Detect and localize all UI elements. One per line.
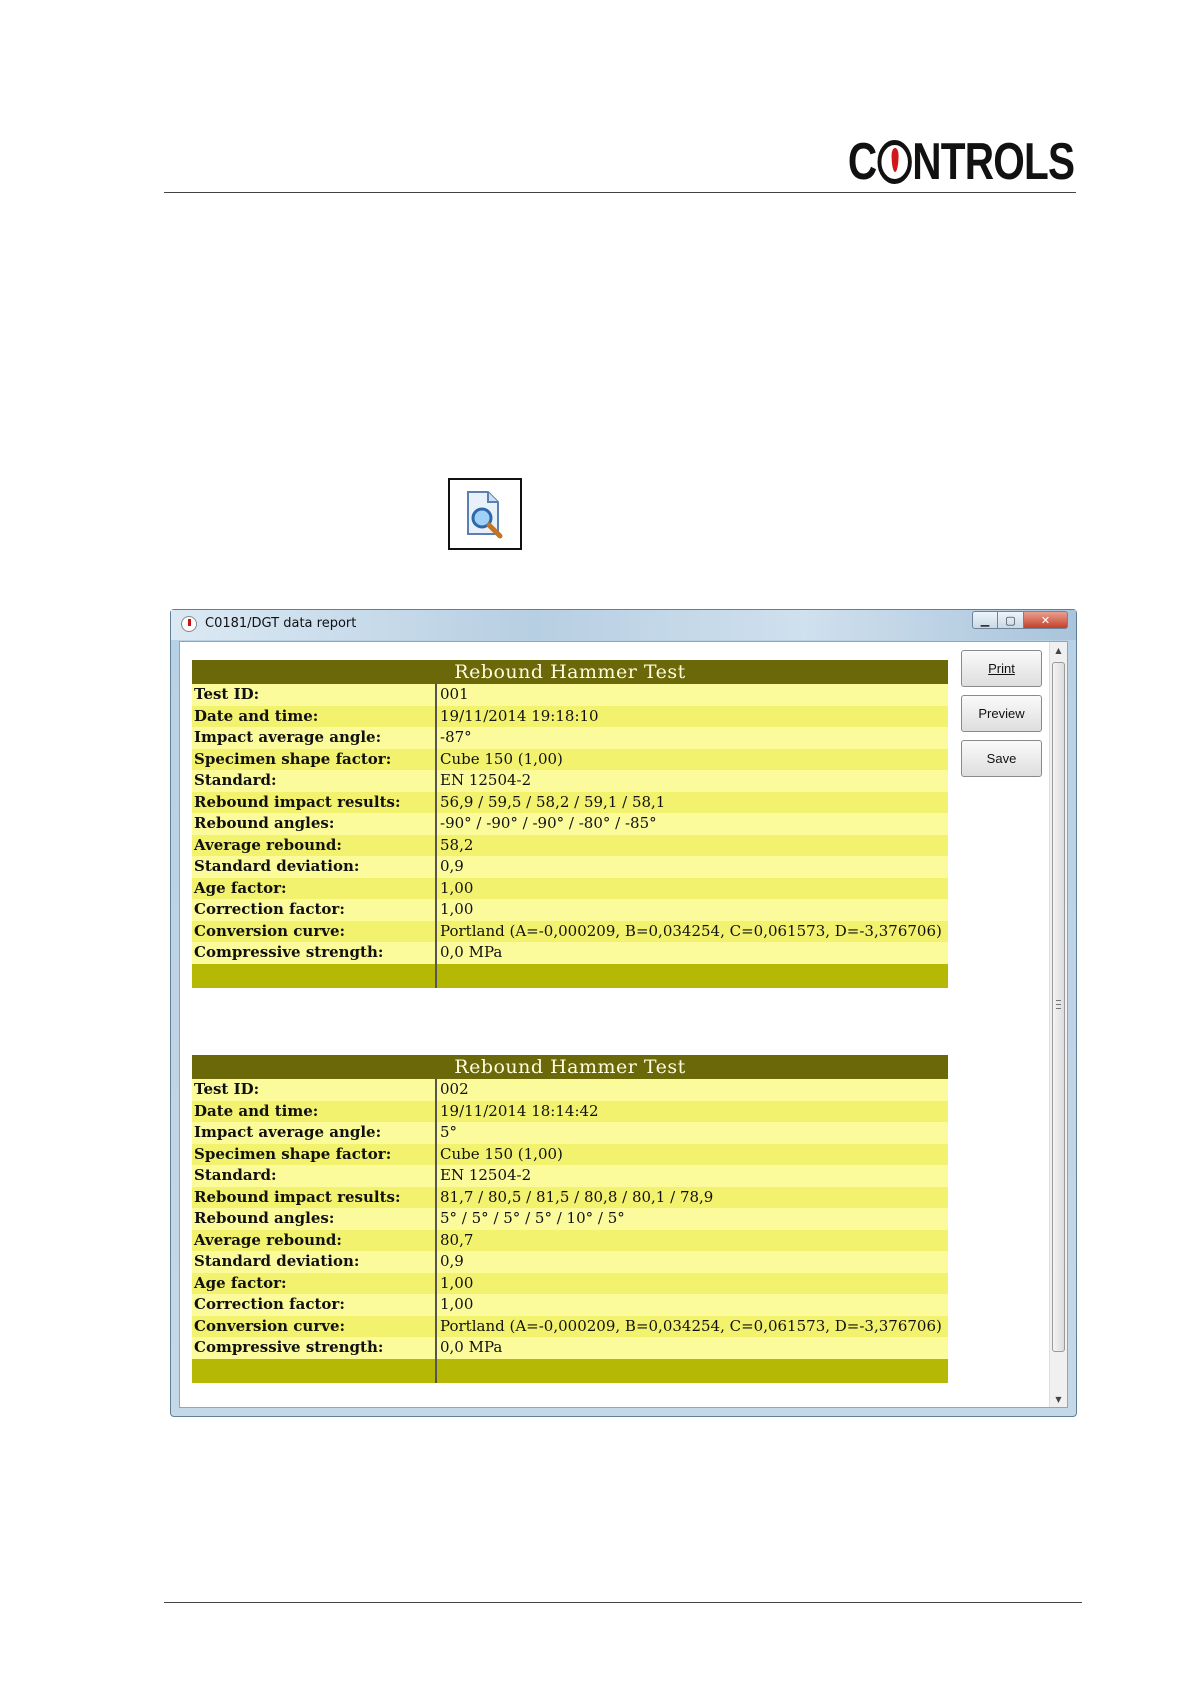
row-value: Cube 150 (1,00) bbox=[437, 1144, 948, 1166]
row-value: 58,2 bbox=[437, 835, 948, 857]
table-row bbox=[192, 727, 948, 749]
table-row bbox=[192, 684, 948, 706]
row-value: 56,9 / 59,5 / 58,2 / 59,1 / 58,1 bbox=[437, 792, 948, 814]
row-value: 1,00 bbox=[437, 878, 948, 900]
row-value: 19/11/2014 18:14:42 bbox=[437, 1101, 948, 1123]
table-row bbox=[192, 1273, 948, 1295]
report-rows bbox=[192, 684, 948, 964]
row-value: -90° / -90° / -90° / -80° / -85° bbox=[437, 813, 948, 835]
preview-button-label: Preview bbox=[978, 706, 1025, 721]
chevron-up-icon: ▲ bbox=[1055, 645, 1062, 655]
row-label: Age factor: bbox=[192, 878, 437, 900]
report-rows bbox=[192, 1079, 948, 1359]
row-label: Compressive strength: bbox=[192, 1337, 437, 1359]
footer-divider bbox=[164, 1602, 1082, 1603]
row-value: 001 bbox=[437, 684, 948, 706]
row-label: Conversion curve: bbox=[192, 921, 437, 943]
report-table-2 bbox=[192, 1055, 948, 1383]
row-label: Specimen shape factor: bbox=[192, 1144, 437, 1166]
table-row bbox=[192, 1101, 948, 1123]
row-label: Standard: bbox=[192, 1165, 437, 1187]
table-row bbox=[192, 1230, 948, 1252]
print-button[interactable] bbox=[961, 650, 1042, 687]
row-value: Portland (A=-0,000209, B=0,034254, C=0,061573, D=-3,376706) bbox=[437, 921, 948, 943]
app-icon bbox=[181, 616, 197, 632]
row-label: Standard deviation: bbox=[192, 856, 437, 878]
header-divider bbox=[164, 192, 1076, 193]
caption-buttons bbox=[972, 611, 1068, 629]
table-row bbox=[192, 856, 948, 878]
row-value: 1,00 bbox=[437, 1273, 948, 1295]
scroll-thumb[interactable] bbox=[1052, 662, 1065, 1352]
window-title: C0181/DGT data report bbox=[205, 616, 357, 631]
row-label: Compressive strength: bbox=[192, 942, 437, 964]
table-row bbox=[192, 921, 948, 943]
row-label: Conversion curve: bbox=[192, 1316, 437, 1338]
minimize-button[interactable] bbox=[972, 611, 998, 629]
row-value: 0,0 MPa bbox=[437, 1337, 948, 1359]
row-value: 1,00 bbox=[437, 899, 948, 921]
report-footer-bar bbox=[192, 1359, 948, 1383]
report-area bbox=[179, 641, 1068, 1408]
data-report-window bbox=[170, 609, 1077, 1417]
row-value: EN 12504-2 bbox=[437, 1165, 948, 1187]
row-value: 19/11/2014 19:18:10 bbox=[437, 706, 948, 728]
table-row bbox=[192, 1122, 948, 1144]
table-row bbox=[192, 1187, 948, 1209]
report-footer-bar bbox=[192, 964, 948, 988]
grip-icon bbox=[1056, 1000, 1061, 1009]
vertical-scrollbar[interactable] bbox=[1049, 642, 1067, 1407]
row-label: Date and time: bbox=[192, 706, 437, 728]
table-row bbox=[192, 1294, 948, 1316]
row-label: Rebound angles: bbox=[192, 813, 437, 835]
table-row bbox=[192, 1337, 948, 1359]
table-row bbox=[192, 1165, 948, 1187]
save-button-label: Save bbox=[986, 751, 1017, 766]
row-label: Test ID: bbox=[192, 1079, 437, 1101]
row-label: Specimen shape factor: bbox=[192, 749, 437, 771]
scroll-down-button[interactable] bbox=[1050, 1391, 1067, 1407]
close-button[interactable] bbox=[1024, 611, 1068, 629]
row-label: Impact average angle: bbox=[192, 1122, 437, 1144]
row-label: Correction factor: bbox=[192, 1294, 437, 1316]
table-row bbox=[192, 1079, 948, 1101]
table-row bbox=[192, 1208, 948, 1230]
row-value: EN 12504-2 bbox=[437, 770, 948, 792]
table-row bbox=[192, 1144, 948, 1166]
row-value: 80,7 bbox=[437, 1230, 948, 1252]
row-value: 5° bbox=[437, 1122, 948, 1144]
preview-button[interactable] bbox=[961, 695, 1042, 732]
row-value: 0,0 MPa bbox=[437, 942, 948, 964]
print-button-label: Print bbox=[988, 661, 1015, 676]
table-row bbox=[192, 749, 948, 771]
report-title: Rebound Hammer Test bbox=[192, 660, 948, 684]
table-row bbox=[192, 899, 948, 921]
table-row bbox=[192, 1251, 948, 1273]
table-row bbox=[192, 942, 948, 964]
table-row bbox=[192, 813, 948, 835]
row-label: Rebound impact results: bbox=[192, 792, 437, 814]
save-button[interactable] bbox=[961, 740, 1042, 777]
row-value: 5° / 5° / 5° / 5° / 10° / 5° bbox=[437, 1208, 948, 1230]
minimize-icon: ▁ bbox=[980, 613, 990, 627]
row-value: 1,00 bbox=[437, 1294, 948, 1316]
row-label: Date and time: bbox=[192, 1101, 437, 1123]
scroll-up-button[interactable] bbox=[1050, 642, 1067, 658]
maximize-button[interactable] bbox=[998, 611, 1024, 629]
row-value: 0,9 bbox=[437, 1251, 948, 1273]
table-row bbox=[192, 835, 948, 857]
maximize-icon: ▢ bbox=[1005, 613, 1016, 627]
gauge-icon bbox=[877, 140, 911, 184]
preview-icon bbox=[448, 478, 522, 550]
report-title: Rebound Hammer Test bbox=[192, 1055, 948, 1079]
table-row bbox=[192, 706, 948, 728]
row-label: Standard: bbox=[192, 770, 437, 792]
row-value: 002 bbox=[437, 1079, 948, 1101]
row-label: Average rebound: bbox=[192, 1230, 437, 1252]
row-label: Rebound angles: bbox=[192, 1208, 437, 1230]
title-bar[interactable] bbox=[171, 610, 1076, 640]
row-label: Average rebound: bbox=[192, 835, 437, 857]
table-row bbox=[192, 878, 948, 900]
row-value: -87° bbox=[437, 727, 948, 749]
row-value: Cube 150 (1,00) bbox=[437, 749, 948, 771]
table-row bbox=[192, 1316, 948, 1338]
chevron-down-icon: ▼ bbox=[1055, 1394, 1062, 1404]
row-label: Test ID: bbox=[192, 684, 437, 706]
table-row bbox=[192, 770, 948, 792]
row-value: 0,9 bbox=[437, 856, 948, 878]
row-label: Impact average angle: bbox=[192, 727, 437, 749]
row-value: Portland (A=-0,000209, B=0,034254, C=0,061573, D=-3,376706) bbox=[437, 1316, 948, 1338]
row-value: 81,7 / 80,5 / 81,5 / 80,8 / 80,1 / 78,9 bbox=[437, 1187, 948, 1209]
row-label: Age factor: bbox=[192, 1273, 437, 1295]
close-icon: ✕ bbox=[1040, 613, 1051, 627]
row-label: Standard deviation: bbox=[192, 1251, 437, 1273]
table-row bbox=[192, 792, 948, 814]
report-table-1 bbox=[192, 660, 948, 988]
row-label: Correction factor: bbox=[192, 899, 437, 921]
controls-logo: C NTROLS bbox=[847, 133, 1074, 191]
row-label: Rebound impact results: bbox=[192, 1187, 437, 1209]
